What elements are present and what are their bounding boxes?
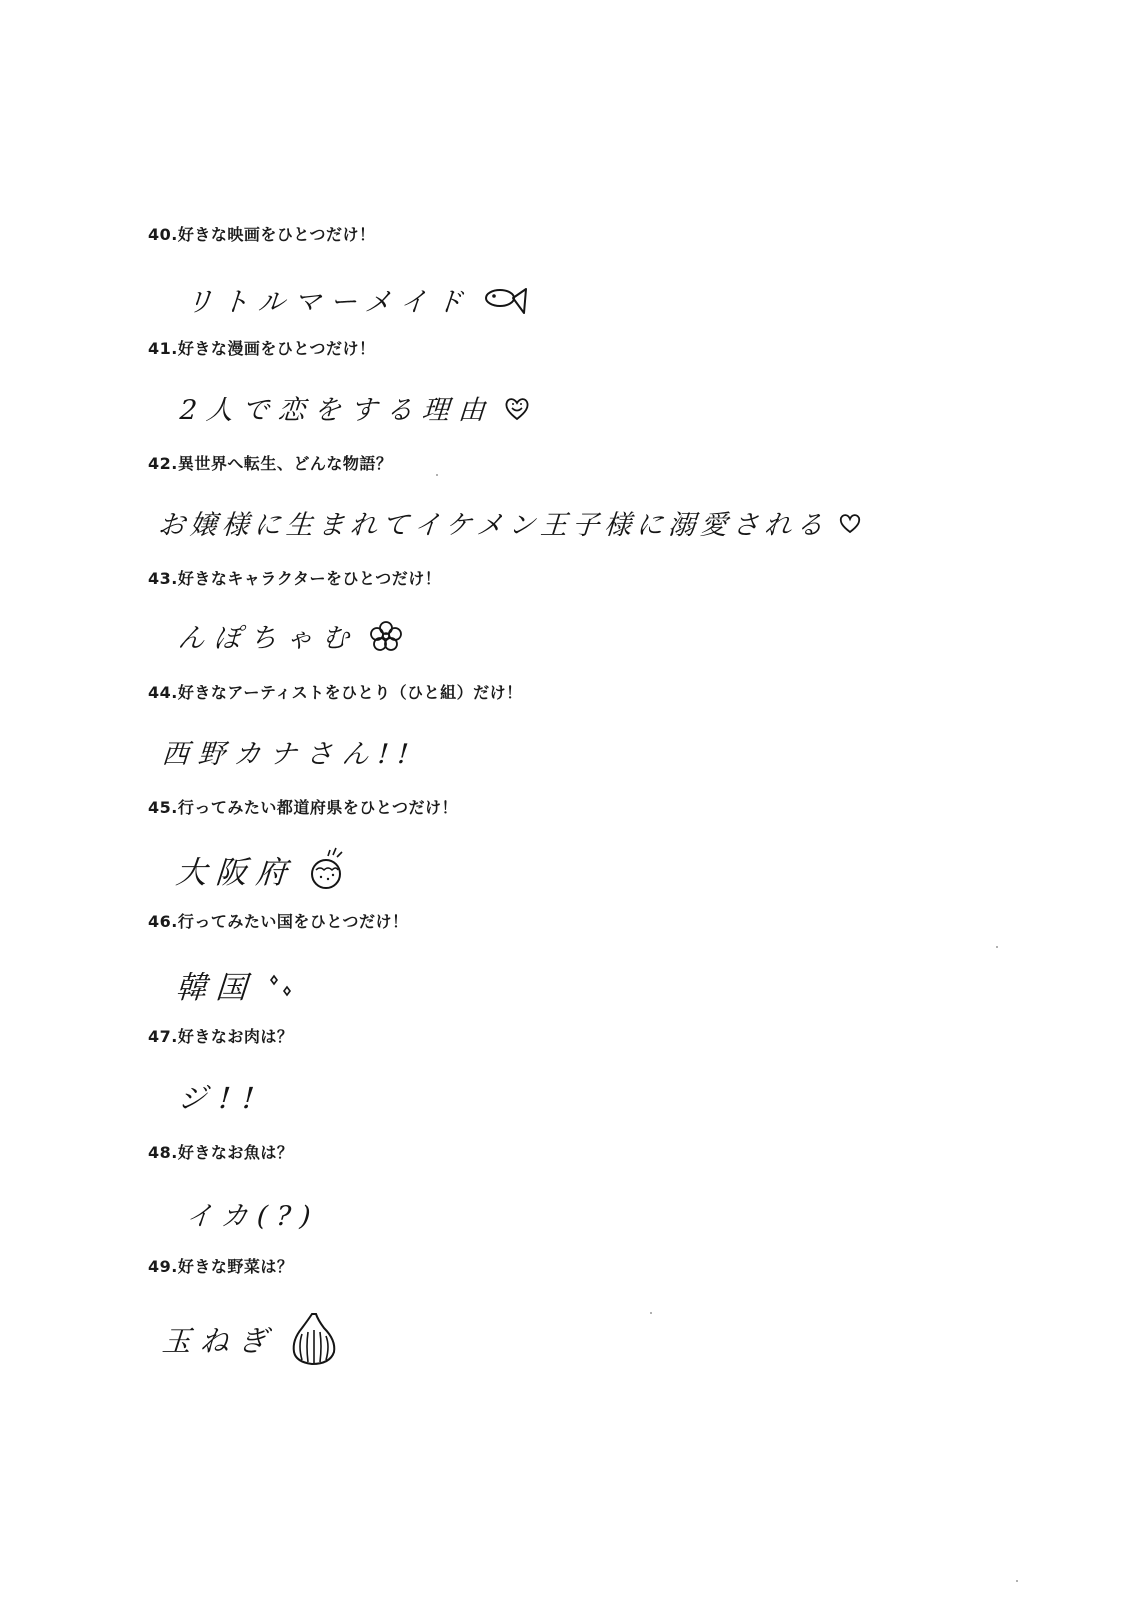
- sparkle-icon: [266, 970, 296, 1000]
- answer-48-text: イカ(?): [184, 1201, 321, 1232]
- question-41: 41.好きな漫画をひとつだけ！: [148, 339, 376, 358]
- answer-47-text: ジ!!: [176, 1081, 268, 1115]
- question-43: 43.好きなキャラクターをひとつだけ！: [148, 569, 442, 588]
- onion-icon: [286, 1310, 340, 1368]
- answer-44: [162, 732, 418, 771]
- smile-heart-icon: [504, 395, 530, 421]
- answer-45-text: 大阪府: [174, 854, 298, 891]
- question-47: 47.好きなお肉は？: [148, 1027, 294, 1046]
- flower-icon: [368, 620, 404, 652]
- question-46: 46.行ってみたい国をひとつだけ！: [148, 912, 409, 931]
- question-40: 40.好きな映画をひとつだけ！: [148, 225, 376, 244]
- answer-46: [176, 962, 296, 1007]
- question-44: 44.好きなアーティストをひとり（ひと組）だけ！: [148, 683, 523, 702]
- answer-40-text: リトルマーメイド: [184, 287, 473, 318]
- answer-48: [186, 1194, 320, 1233]
- question-45: 45.行ってみたい都道府県をひとつだけ！: [148, 798, 459, 817]
- answer-44-text: 西野カナさん!!: [160, 739, 419, 770]
- answer-40: [186, 280, 530, 319]
- answer-42-text: お嬢様に生まれてイケメン王子様に溺愛される: [156, 510, 830, 541]
- question-48: 48.好きなお魚は？: [148, 1143, 294, 1162]
- question-42: 42.異世界へ転生、どんな物語？: [148, 454, 393, 473]
- question-49: 49.好きな野菜は？: [148, 1257, 294, 1276]
- answer-45: [176, 846, 350, 892]
- heart-icon: [838, 512, 862, 534]
- takoyaki-icon: [306, 846, 350, 892]
- answer-46-text: 韓国: [174, 970, 258, 1006]
- answer-43: [178, 616, 404, 655]
- fish-icon: [482, 283, 530, 317]
- answer-49-text: 玉ねぎ: [160, 1323, 278, 1358]
- answer-41-text: 2人で恋をする理由: [178, 395, 496, 426]
- scan-speck: [1016, 1580, 1018, 1582]
- answer-49: [162, 1310, 340, 1368]
- scan-speck: [436, 474, 438, 476]
- answer-43-text: んぽちゃむ: [176, 623, 359, 654]
- answer-47: [178, 1076, 266, 1117]
- answer-42: [158, 503, 862, 542]
- answer-41: [180, 388, 530, 427]
- scan-speck: [650, 1312, 652, 1314]
- scan-speck: [996, 946, 998, 948]
